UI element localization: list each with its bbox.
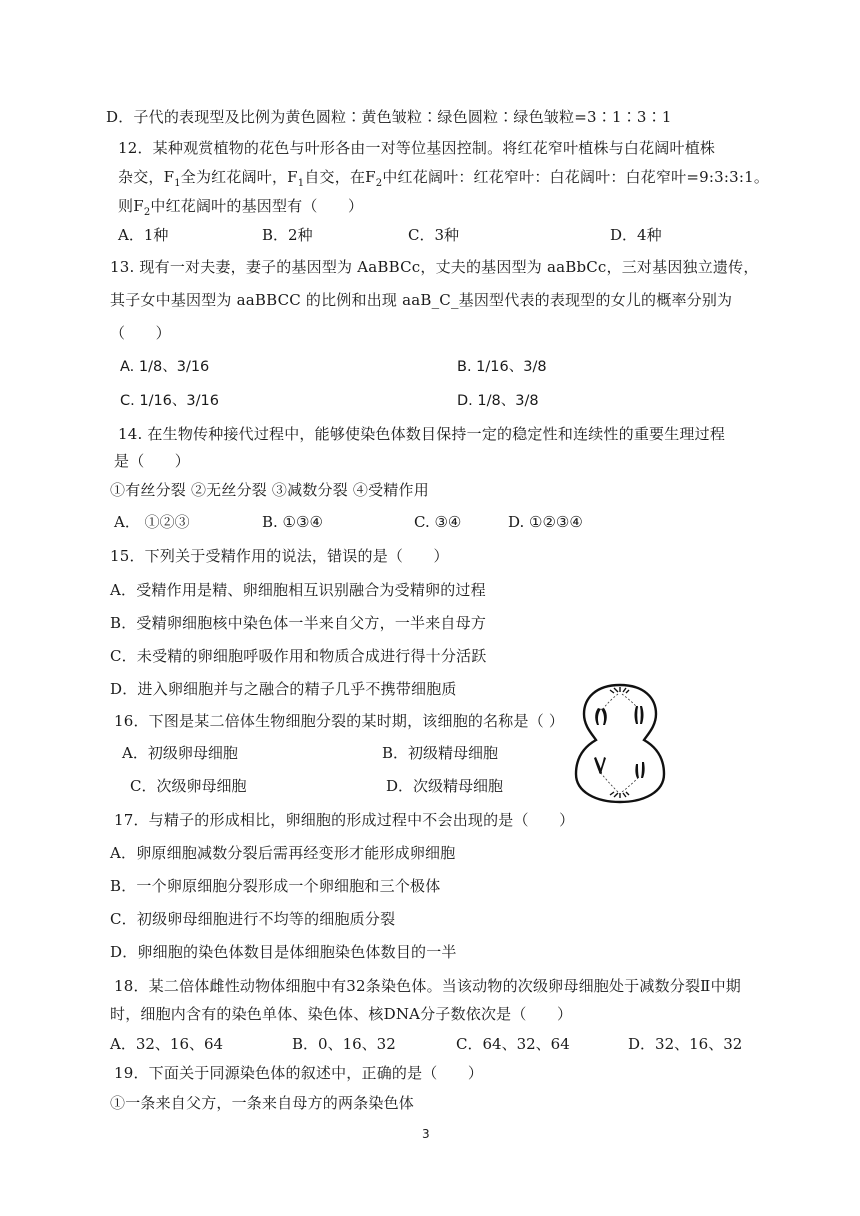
q17-stem: 17．与精子的形成相比，卵细胞的形成过程中不会出现的是（ ） — [114, 811, 575, 829]
chromosome-upper-right — [635, 706, 644, 724]
spindle-fibers — [600, 694, 640, 792]
chromosome-lower-right — [635, 762, 644, 778]
q13-stem-line3: （ ） — [110, 324, 171, 342]
q15-option-a: A．受精作用是精、卵细胞相互识别融合为受精卵的过程 — [110, 581, 486, 599]
q13-option-b: B. 1/16、3/8 — [457, 359, 547, 375]
q13-stem-line2: 其子女中基因型为 aaBBCC 的比例和出现 aaB_C_基因型代表的表现型的女儿的概率分别为 — [110, 291, 733, 309]
q11-option-d: D．子代的表现型及比例为黄色圆粒∶黄色皱粒∶绿色圆粒∶绿色皱粒=3∶1∶3∶1 — [106, 108, 672, 126]
q13-option-d: D. 1/8、3/8 — [457, 393, 539, 409]
q17-option-a: A．卵原细胞减数分裂后需再经变形才能形成卵细胞 — [110, 844, 456, 862]
q12-option-a: A．1种 — [118, 226, 169, 244]
q14-option-a: A． ①②③ — [114, 513, 190, 531]
chromosome-upper-left — [595, 708, 607, 725]
q14-stem-line1: 14. 在生物传种接代过程中，能够使染色体数目保持一定的稳定性和连续性的重要生理过程 — [118, 425, 726, 443]
q17-option-c: C．初级卵母细胞进行不均等的细胞质分裂 — [110, 910, 396, 928]
cell-membrane — [576, 685, 664, 802]
q17-option-d: D．卵细胞的染色体数目是体细胞染色体数目的一半 — [110, 943, 457, 961]
q16-option-d: D．次级精母细胞 — [386, 777, 504, 795]
q14-items: ①有丝分裂 ②无丝分裂 ③减数分裂 ④受精作用 — [110, 481, 429, 499]
q15-option-c: C．未受精的卵细胞呼吸作用和物质合成进行得十分活跃 — [110, 647, 487, 665]
cell-division-figure — [574, 682, 666, 804]
q16-stem: 16．下图是某二倍体生物细胞分裂的某时期，该细胞的名称是（ ） — [114, 712, 565, 730]
q18-stem-line2: 时，细胞内含有的染色单体、染色体、核DNA分子数依次是（ ） — [110, 1005, 573, 1023]
q14-stem-line2: 是（ ） — [114, 452, 191, 470]
q14-option-c: C. ③④ — [414, 513, 462, 531]
spindle-pole-top — [610, 687, 629, 693]
spindle-pole-bottom — [610, 792, 629, 798]
q12-option-b: B．2种 — [262, 226, 313, 244]
q16-option-a: A．初级卵母细胞 — [122, 744, 238, 762]
q12-stem-line1: 12．某种观赏植物的花色与叶形各由一对等位基因控制。将红花窄叶植株与白花阔叶植株 — [118, 139, 716, 157]
q19-stem: 19．下面关于同源染色体的叙述中，正确的是（ ） — [114, 1064, 484, 1082]
q15-option-d: D．进入卵细胞并与之融合的精子几乎不携带细胞质 — [110, 680, 457, 698]
q12-option-c: C．3种 — [408, 226, 460, 244]
q14-option-b: B. ①③④ — [262, 513, 323, 531]
q12-stem-line3: 则$F_2$中红花阔叶的基因型有（ ） — [118, 197, 364, 218]
chromosome-lower-left — [594, 757, 606, 774]
q18-stem-line1: 18．某二倍体雌性动物体细胞中有32条染色体。当该动物的次级卵母细胞处于减数分裂Ⅱ中期 — [114, 977, 741, 995]
q12-stem-line2: 杂交，$F_1$全为红花阔叶，$F_1$自交，在$F_2$中红花阔叶：红花窄叶：白花阔叶：白花窄叶=9:3:3:1。 — [118, 168, 770, 189]
q12-option-d: D．4种 — [610, 226, 662, 244]
q18-option-d: D．32、16、32 — [628, 1035, 743, 1053]
q15-stem: 15．下列关于受精作用的说法，错误的是（ ） — [110, 547, 449, 565]
q13-option-a: A. 1/8、3/16 — [120, 359, 210, 375]
q17-option-b: B．一个卵原细胞分裂形成一个卵细胞和三个极体 — [110, 877, 441, 895]
q16-option-c: C．次级卵母细胞 — [130, 777, 247, 795]
page-number: 3 — [422, 1127, 430, 1141]
q18-option-c: C．64、32、64 — [456, 1035, 570, 1053]
q19-item-1: ①一条来自父方，一条来自母方的两条染色体 — [110, 1094, 415, 1112]
q18-option-a: A．32、16、64 — [110, 1035, 224, 1053]
q16-option-b: B．初级精母细胞 — [382, 744, 499, 762]
q14-option-d: D. ①②③④ — [508, 513, 583, 531]
q15-option-b: B．受精卵细胞核中染色体一半来自父方，一半来自母方 — [110, 614, 487, 632]
q13-option-c: C. 1/16、3/16 — [120, 393, 219, 409]
q13-stem-line1: 13. 现有一对夫妻，妻子的基因型为 AaBBCc，丈夫的基因型为 aaBbCc，三对基因独立遗传， — [110, 258, 759, 276]
q18-option-b: B．0、16、32 — [292, 1035, 396, 1053]
